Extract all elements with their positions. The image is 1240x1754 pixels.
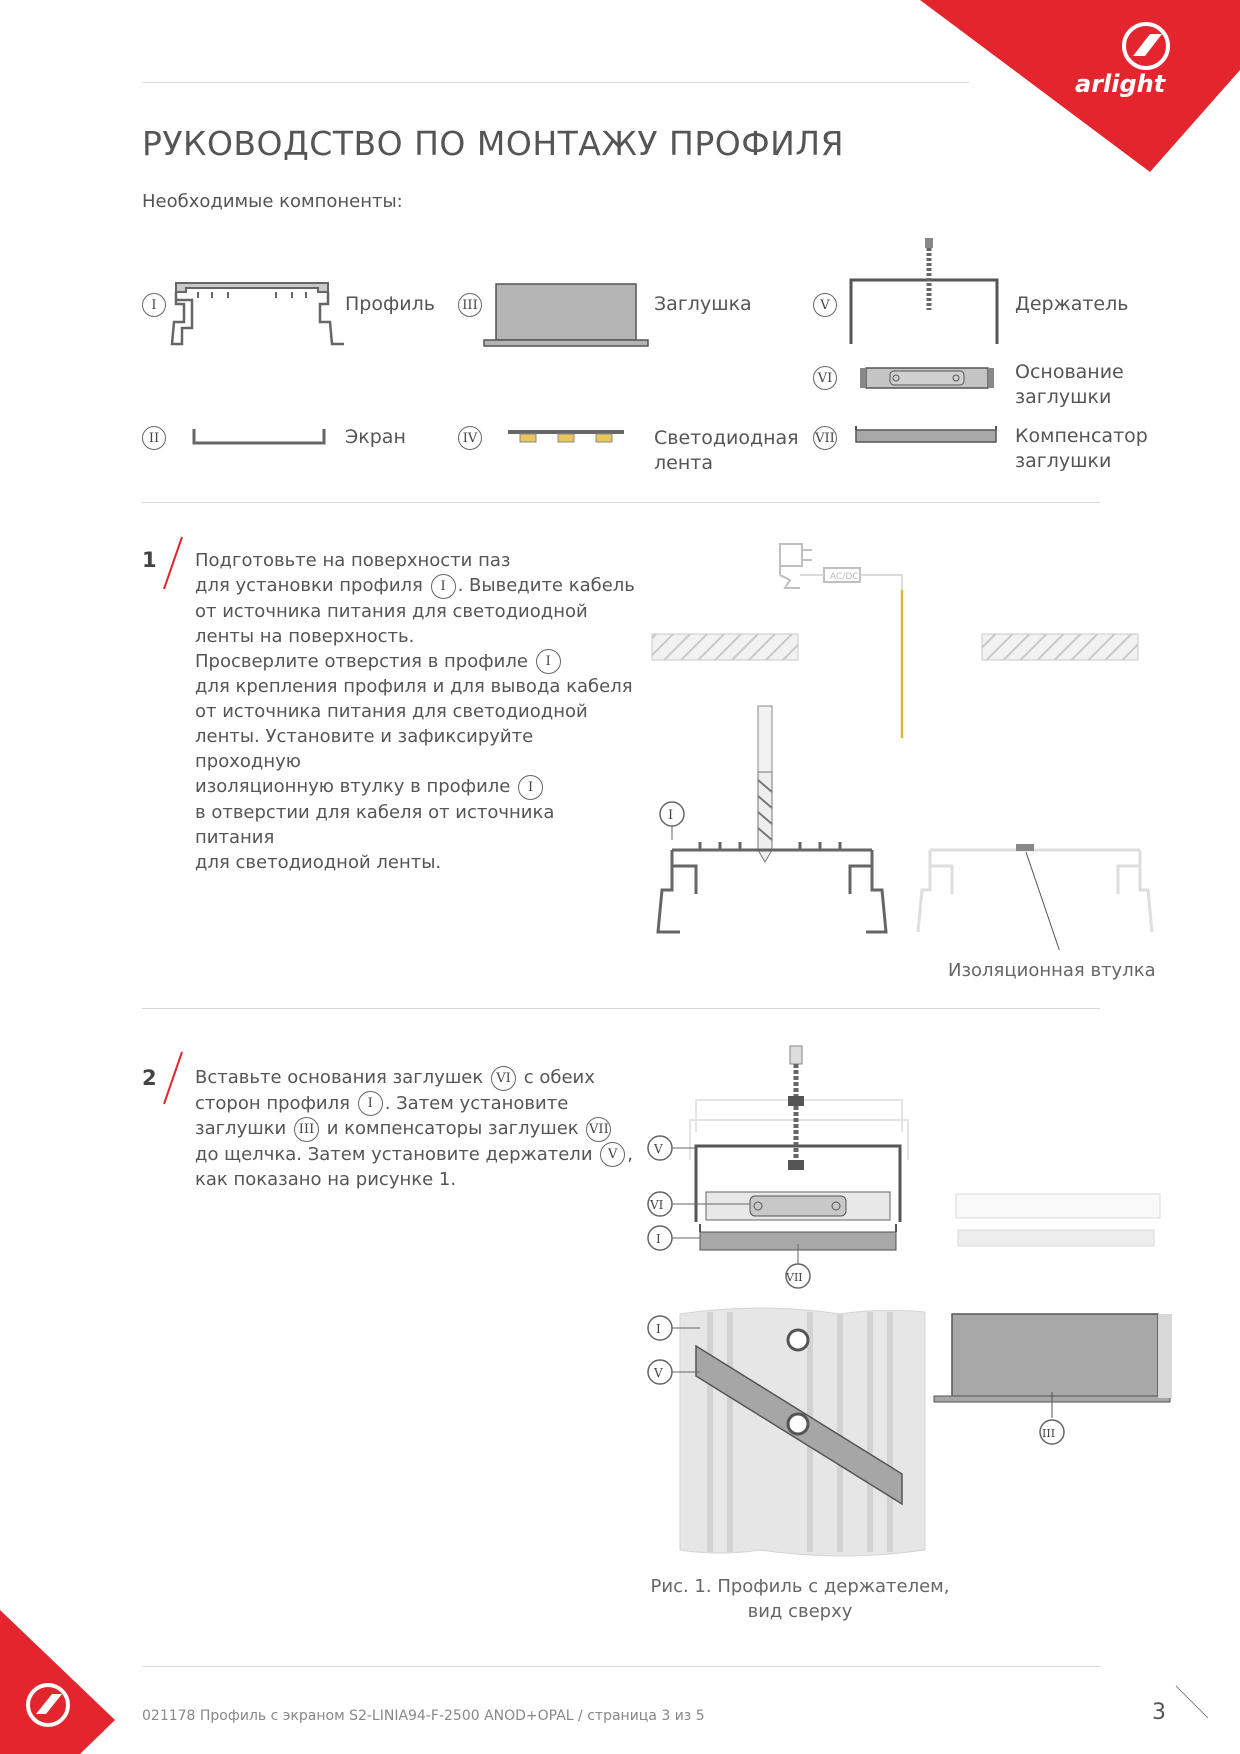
holder-side-ghosts [690,1100,908,1160]
figure-caption: Рис. 1. Профиль с держателем, вид сверху [650,1576,950,1622]
step-2-number: 2 [142,1066,157,1090]
surface-right [982,634,1138,660]
surface-left [652,634,798,660]
page-number: 3 [1152,1700,1166,1725]
led-strip-icon [508,428,628,448]
drill-icon [758,706,772,862]
roman-I: I [142,293,166,317]
component-label-I: Профиль [345,293,435,315]
end-cap-compensator-icon [852,424,1002,448]
step-1-text: Подготовьте на поверхности паз для установки профиля I . Выведите кабель от источника питания для светодиодной ленты на поверхность. Просверлите отверстия в профиле I для крепления профиля и для вывода кабеля от источника питания для светодиодной ленты. Установите и зафиксируйте проходную изоляционную втулку в профиле I в отверстии для кабеля от источника питания для светодиодной ленты. [195,550,635,873]
component-label-VII: Компенсатор заглушки [1015,425,1148,472]
profile-section-dark [658,842,886,932]
end-cap-base-icon [860,364,995,392]
brand-logo-text: arlight [1075,70,1166,98]
svg-text:III: III [1042,1427,1056,1440]
holder-icon [845,236,1005,348]
profile-icon [168,276,348,350]
end-cap-base-ghost [956,1194,1160,1246]
step-2-top-view [640,1300,1220,1570]
roman-VII: VII [813,426,837,450]
roman-II: II [142,426,166,450]
svg-text:I: I [668,808,674,823]
component-label-IV: Светодиодная лента [654,427,799,474]
components-heading: Необходимые компоненты: [142,191,403,212]
brand-corner-bottom [0,1600,130,1754]
component-label-V: Держатель [1015,293,1129,315]
insulating-sleeve-label: Изоляционная втулка [948,960,1156,981]
component-label-II: Экран [345,426,406,448]
svg-text:VI: VI [650,1198,664,1212]
profile-section-light [918,850,1152,932]
screen-icon [190,425,330,449]
svg-text:I: I [656,1232,661,1246]
step-1-number: 1 [142,548,157,572]
step-2-side-view [640,1040,1200,1300]
svg-text:V: V [654,1366,663,1380]
roman-IV: IV [458,426,482,450]
footer-doc: 021178 Профиль с экраном S2-LINIA94-F-2500 ANOD+OPAL / страница 3 из 5 [142,1708,705,1724]
roman-V: V [813,293,837,317]
end-cap-view [934,1314,1172,1444]
roman-III: III [458,293,482,317]
svg-text:VII: VII [786,1271,803,1284]
roman-VI: VI [813,366,837,390]
component-label-VI: Основание заглушки [1015,361,1124,408]
step-2-text: Вставьте основания заглушек VI с обеих сторон профиля I . Затем установите заглушки III и компенсаторы заглушек VII до щелчка. Затем установите держатели V , как показано на рисунке 1. [195,1067,633,1190]
page-title: РУКОВОДСТВО ПО МОНТАЖУ ПРОФИЛЯ [142,124,845,163]
step-slash-1 [160,535,186,591]
insulating-sleeve [1016,844,1034,851]
component-label-III: Заглушка [654,293,752,315]
svg-text:I: I [656,1322,661,1336]
step-1-illustration [640,530,1160,950]
end-cap-icon [482,282,652,350]
svg-text:V: V [654,1142,663,1156]
page-corner-line [1172,1682,1212,1722]
step-slash-2 [160,1050,186,1106]
psu-label: AC/DC [830,572,859,582]
